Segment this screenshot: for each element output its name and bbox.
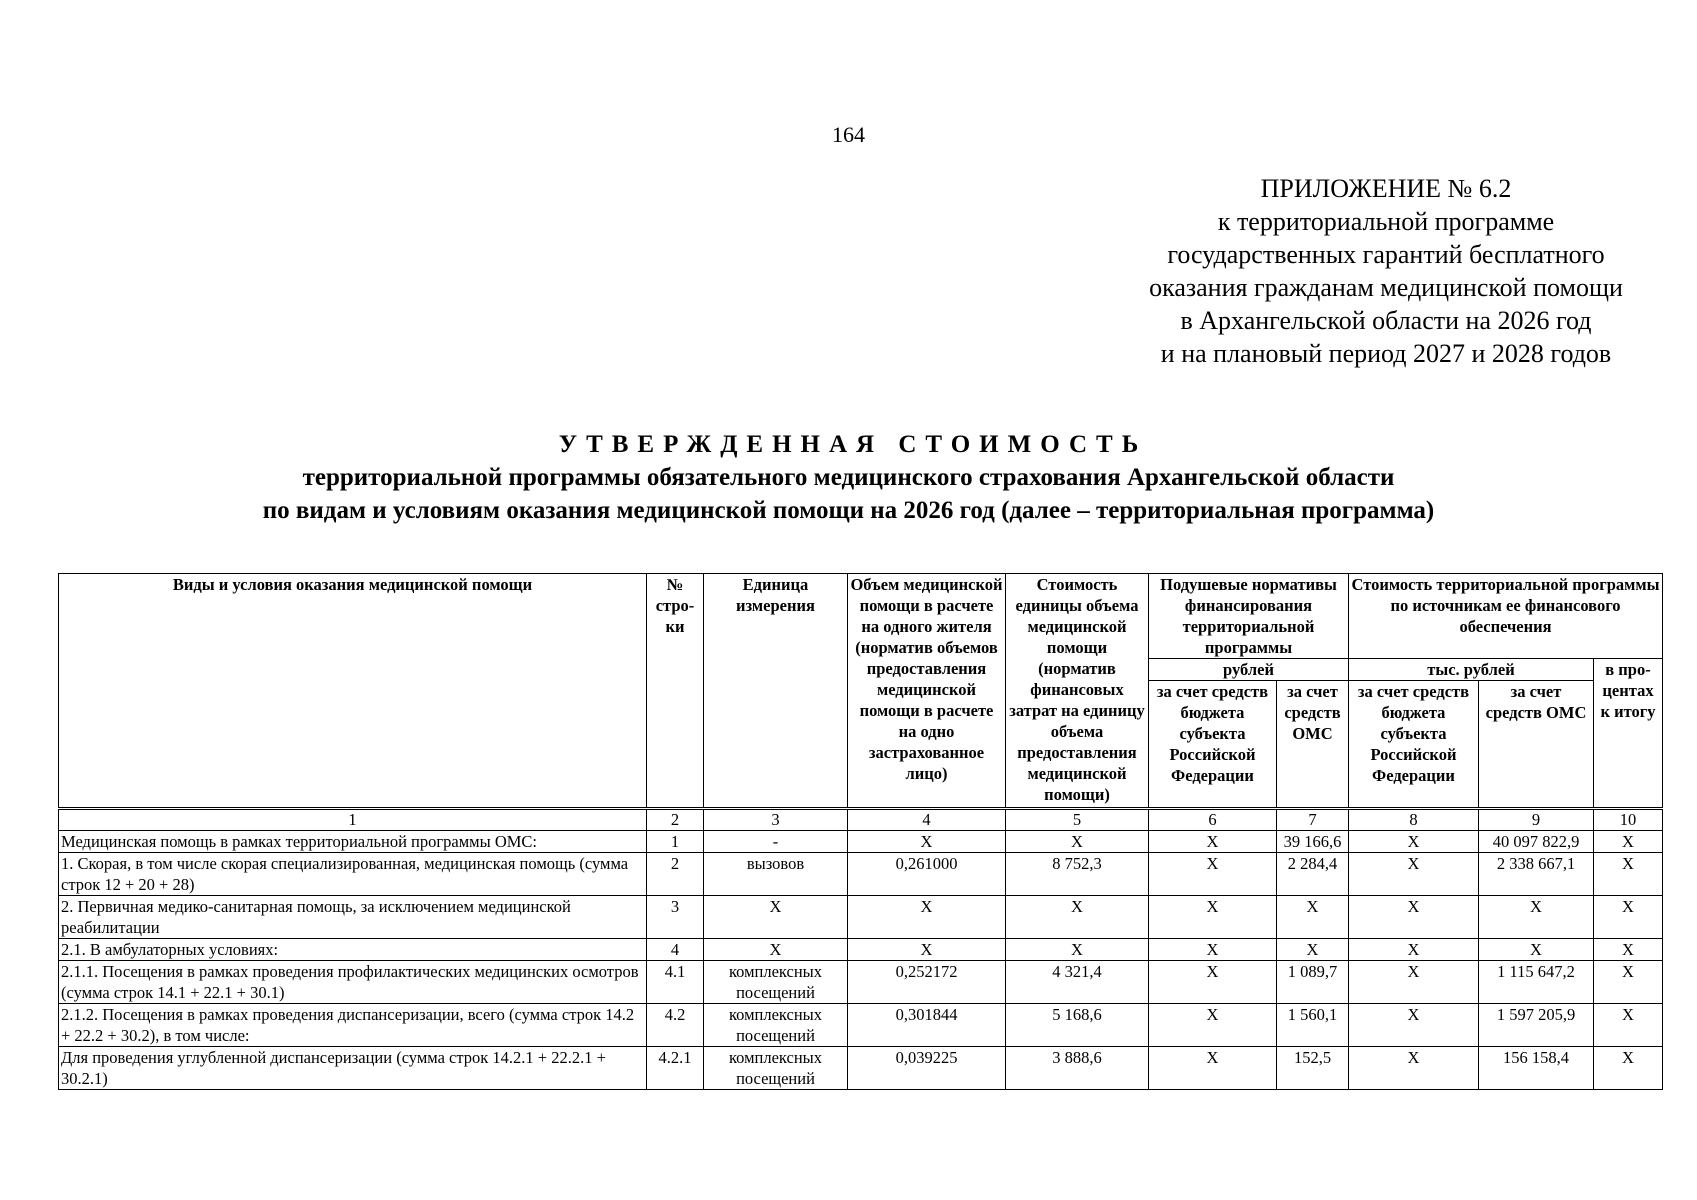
cell-unit-cost: 8 752,3 — [1006, 853, 1149, 896]
table-row — [59, 1047, 1663, 1090]
cell-percent: X — [1594, 1047, 1663, 1090]
header-unit: Единица измерения — [704, 574, 848, 809]
header-unit-cost: Стоимость единицы объема медицинской помощи (норматив финансовых затрат на единицу объема предоставления медицинской помощи) — [1006, 574, 1149, 809]
cell-percent: X — [1594, 831, 1663, 853]
cell-budget-rub: X — [1149, 1004, 1277, 1047]
cell-unit: комплексных посещений — [704, 1004, 848, 1047]
cell-volume: 0,261000 — [848, 853, 1006, 896]
cell-oms-thousand: X — [1479, 896, 1594, 939]
header-group-cost: Стоимость территориальной программы по источникам ее финансового обеспечения — [1349, 574, 1663, 659]
header-budget-rub: за счет средств бюджета субъекта Российской Федерации — [1149, 681, 1277, 809]
cell-oms-rub: X — [1277, 896, 1349, 939]
cell-name: Медицинская помощь в рамках территориальной программы ОМС: — [59, 831, 647, 853]
document-subtitle-line: территориальной программы обязательного медицинского страхования Архангельской области — [302, 464, 1395, 491]
table-row — [59, 896, 1663, 939]
cell-budget-thousand: X — [1349, 1047, 1479, 1090]
cell-budget-rub: X — [1149, 961, 1277, 1004]
cell-name: 2.1.2. Посещения в рамках проведения диспансеризации, всего (сумма строк 14.2 + 22.2 + 30.2), в том числе: — [59, 1004, 647, 1047]
column-number: 10 — [1594, 809, 1663, 831]
cell-unit: вызовов — [704, 853, 848, 896]
cell-budget-thousand: X — [1349, 1004, 1479, 1047]
cell-unit: X — [704, 939, 848, 961]
cell-unit: комплексных посещений — [704, 961, 848, 1004]
cell-oms-rub: X — [1277, 939, 1349, 961]
column-number: 6 — [1149, 809, 1277, 831]
header-budget-thousand: за счет средств бюджета субъекта Российской Федерации — [1349, 681, 1479, 809]
column-number: 7 — [1277, 809, 1349, 831]
cell-unit-cost: 5 168,6 — [1006, 1004, 1149, 1047]
cell-row-number: 4.2 — [647, 1004, 704, 1047]
table-row — [59, 853, 1663, 896]
header-volume: Объем медицинской помощи в расчете на одного жителя (норматив объемов предоставления медицинской помощи в расчете на одно застрахованное лицо) — [848, 574, 1006, 809]
cell-budget-rub: X — [1149, 853, 1277, 896]
cell-oms-rub: 1 560,1 — [1277, 1004, 1349, 1047]
appendix-line: оказания гражданам медицинской помощи — [1149, 273, 1623, 302]
appendix-line: в Архангельской области на 2026 год — [1180, 306, 1592, 335]
page-number: 164 — [832, 122, 865, 147]
cell-percent: X — [1594, 853, 1663, 896]
column-number: 5 — [1006, 809, 1149, 831]
cell-unit-cost: 4 321,4 — [1006, 961, 1149, 1004]
column-number: 2 — [647, 809, 704, 831]
header-kind-of-care: Виды и условия оказания медицинской помощи — [59, 574, 647, 809]
cell-volume: 0,039225 — [848, 1047, 1006, 1090]
cell-name: 2.1. В амбулаторных условиях: — [59, 939, 647, 961]
document-title: УТВЕРЖДЕННАЯ СТОИМОСТЬ — [558, 431, 1148, 458]
cell-percent: X — [1594, 896, 1663, 939]
table-row — [59, 831, 1663, 853]
cell-oms-rub: 1 089,7 — [1277, 961, 1349, 1004]
cell-row-number: 3 — [647, 896, 704, 939]
table-row — [59, 939, 1663, 961]
cell-unit-cost: X — [1006, 896, 1149, 939]
cell-budget-thousand: X — [1349, 831, 1479, 853]
cell-name: 2.1.1. Посещения в рамках проведения профилактических медицинских осмотров (сумма строк 14.1 + 22.1 + 30.1) — [59, 961, 647, 1004]
cell-oms-thousand: 40 097 822,9 — [1479, 831, 1594, 853]
cell-name: Для проведения углубленной диспансеризации (сумма строк 14.2.1 + 22.2.1 + 30.2.1) — [59, 1047, 647, 1090]
cell-budget-thousand: X — [1349, 853, 1479, 896]
cell-volume: 0,301844 — [848, 1004, 1006, 1047]
cell-row-number: 4 — [647, 939, 704, 961]
cell-oms-rub: 152,5 — [1277, 1047, 1349, 1090]
appendix-line: и на плановый период 2027 и 2028 годов — [1160, 339, 1612, 368]
cell-percent: X — [1594, 939, 1663, 961]
header-group-percapita: Подушевые нормативы финансирования территориальной программы — [1149, 574, 1349, 659]
header-unit-thousand-rubles: тыс. рублей — [1349, 659, 1594, 681]
cell-unit-cost: X — [1006, 831, 1149, 853]
cell-unit: - — [704, 831, 848, 853]
document-subtitle-line: по видам и условиям оказания медицинской помощи на 2026 год (далее – территориальная программа) — [262, 497, 1435, 524]
cell-budget-thousand: X — [1349, 896, 1479, 939]
appendix-line: государственных гарантий бесплатного — [1167, 240, 1605, 269]
appendix-line: к территориальной программе — [1217, 207, 1555, 236]
column-number: 9 — [1479, 809, 1594, 831]
cell-percent: X — [1594, 1004, 1663, 1047]
cell-unit: комплексных посещений — [704, 1047, 848, 1090]
cell-row-number: 2 — [647, 853, 704, 896]
cell-budget-rub: X — [1149, 896, 1277, 939]
table-row — [59, 1004, 1663, 1047]
cell-unit: X — [704, 896, 848, 939]
appendix-block — [1096, 172, 1676, 370]
cell-oms-thousand: 1 115 647,2 — [1479, 961, 1594, 1004]
cell-row-number: 4.2.1 — [647, 1047, 704, 1090]
cell-name: 1. Скорая, в том числе скорая специализированная, медицинская помощь (сумма строк 12 + 20 + 28) — [59, 853, 647, 896]
cell-name: 2. Первичная медико-санитарная помощь, за исключением медицинской реабилитации — [59, 896, 647, 939]
cell-budget-rub: X — [1149, 831, 1277, 853]
cell-percent: X — [1594, 961, 1663, 1004]
cell-oms-rub: 39 166,6 — [1277, 831, 1349, 853]
document-heading — [0, 428, 1697, 527]
header-row-number: № стро-ки — [647, 574, 704, 809]
cell-row-number: 1 — [647, 831, 704, 853]
cell-volume: X — [848, 896, 1006, 939]
cell-budget-thousand: X — [1349, 939, 1479, 961]
column-number: 8 — [1349, 809, 1479, 831]
cell-oms-rub: 2 284,4 — [1277, 853, 1349, 896]
cell-oms-thousand: 2 338 667,1 — [1479, 853, 1594, 896]
column-number: 3 — [704, 809, 848, 831]
cell-unit-cost: X — [1006, 939, 1149, 961]
cell-volume: X — [848, 831, 1006, 853]
cell-volume: 0,252172 — [848, 961, 1006, 1004]
cell-budget-rub: X — [1149, 1047, 1277, 1090]
cell-budget-thousand: X — [1349, 961, 1479, 1004]
cell-oms-thousand: X — [1479, 939, 1594, 961]
cell-oms-thousand: 156 158,4 — [1479, 1047, 1594, 1090]
cost-table — [58, 573, 1663, 1090]
cell-oms-thousand: 1 597 205,9 — [1479, 1004, 1594, 1047]
cell-volume: X — [848, 939, 1006, 961]
header-oms-rub: за счет средств ОМС — [1277, 681, 1349, 809]
cell-row-number: 4.1 — [647, 961, 704, 1004]
table-row — [59, 961, 1663, 1004]
column-number: 4 — [848, 809, 1006, 831]
header-oms-thousand: за счет средств ОМС — [1479, 681, 1594, 809]
header-unit-rubles: рублей — [1149, 659, 1349, 681]
appendix-line: ПРИЛОЖЕНИЕ № 6.2 — [1260, 174, 1512, 203]
header-percent: в про-центах к итогу — [1594, 659, 1663, 809]
cell-budget-rub: X — [1149, 939, 1277, 961]
cell-unit-cost: 3 888,6 — [1006, 1047, 1149, 1090]
column-number: 1 — [59, 809, 647, 831]
